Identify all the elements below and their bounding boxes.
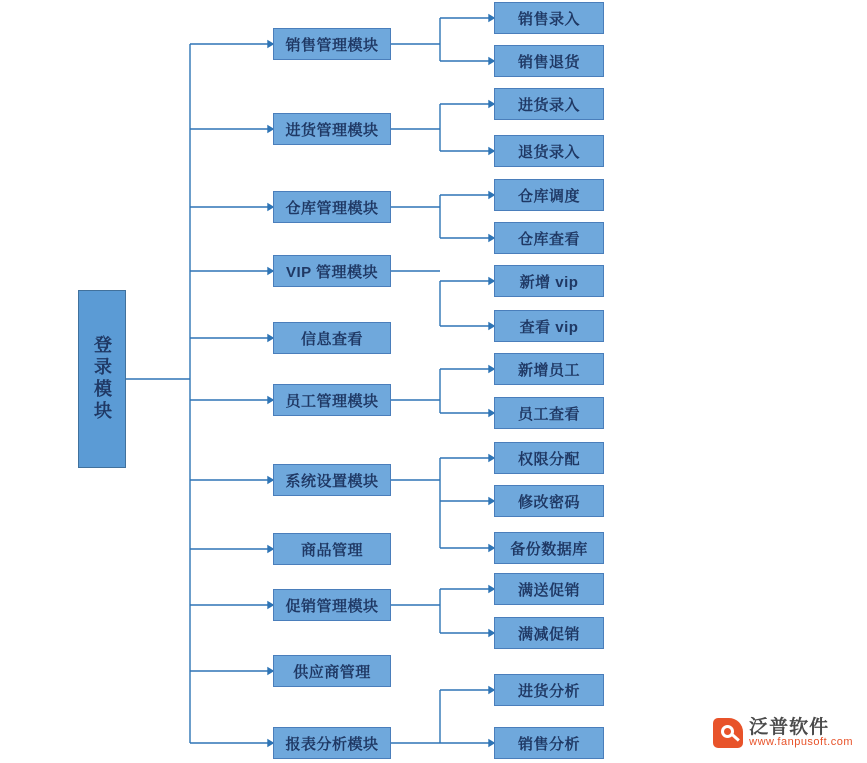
- node-label: 销售分析: [517, 735, 580, 753]
- node-label: 员工管理模块: [285, 392, 379, 410]
- fanpu-logo-icon: [713, 718, 743, 748]
- node-feature-10[interactable]: [494, 442, 604, 474]
- node-label: 退货录入: [517, 143, 580, 161]
- node-module-1[interactable]: [273, 113, 391, 145]
- node-label: 销售录入: [517, 10, 580, 28]
- node-module-4[interactable]: [273, 322, 391, 354]
- node-label: VIP 管理模块: [285, 263, 379, 281]
- node-feature-3[interactable]: [494, 135, 604, 167]
- node-label: 进货分析: [517, 682, 580, 700]
- node-feature-16[interactable]: [494, 727, 604, 759]
- node-root-login[interactable]: [78, 290, 126, 468]
- node-module-3[interactable]: [273, 255, 391, 287]
- watermark-text: [749, 718, 853, 749]
- node-label: 商品管理: [300, 541, 363, 559]
- node-label: 修改密码: [517, 493, 580, 511]
- node-module-10[interactable]: [273, 727, 391, 759]
- watermark-name: 泛普软件: [749, 716, 830, 738]
- node-module-8[interactable]: [273, 589, 391, 621]
- node-module-5[interactable]: [273, 384, 391, 416]
- node-feature-2[interactable]: [494, 88, 604, 120]
- node-label: 销售退货: [517, 53, 580, 71]
- node-feature-6[interactable]: [494, 265, 604, 297]
- node-label: 满送促销: [517, 581, 580, 599]
- node-label: 系统设置模块: [285, 472, 379, 490]
- node-module-9[interactable]: [273, 655, 391, 687]
- node-label: 查看 vip: [519, 318, 579, 336]
- node-feature-13[interactable]: [494, 573, 604, 605]
- node-feature-1[interactable]: [494, 45, 604, 77]
- node-feature-4[interactable]: [494, 179, 604, 211]
- node-label: 供应商管理: [293, 663, 371, 681]
- node-label: 仓库调度: [517, 187, 580, 205]
- watermark-url: www.fanpusoft.com: [749, 736, 853, 749]
- node-label: 销售管理模块: [285, 36, 379, 54]
- node-feature-14[interactable]: [494, 617, 604, 649]
- node-label: 仓库查看: [517, 230, 580, 248]
- node-label: 新增 vip: [519, 273, 579, 291]
- node-feature-15[interactable]: [494, 674, 604, 706]
- node-feature-8[interactable]: [494, 353, 604, 385]
- node-label: 员工查看: [517, 405, 580, 423]
- watermark-logo: [713, 718, 853, 749]
- node-label: 满减促销: [517, 625, 580, 643]
- node-label: 进货管理模块: [285, 121, 379, 139]
- node-label: 权限分配: [517, 450, 580, 468]
- node-label: 登录模块: [92, 335, 112, 423]
- node-module-0[interactable]: [273, 28, 391, 60]
- node-feature-0[interactable]: [494, 2, 604, 34]
- node-module-7[interactable]: [273, 533, 391, 565]
- node-label: 备份数据库: [510, 540, 588, 558]
- node-label: 信息查看: [300, 330, 363, 348]
- node-feature-7[interactable]: [494, 310, 604, 342]
- node-label: 仓库管理模块: [285, 199, 379, 217]
- node-label: 报表分析模块: [285, 735, 379, 753]
- node-label: 促销管理模块: [285, 597, 379, 615]
- node-feature-12[interactable]: [494, 532, 604, 564]
- node-feature-5[interactable]: [494, 222, 604, 254]
- node-label: 进货录入: [517, 96, 580, 114]
- node-label: 新增员工: [517, 361, 580, 379]
- node-module-6[interactable]: [273, 464, 391, 496]
- node-feature-9[interactable]: [494, 397, 604, 429]
- node-module-2[interactable]: [273, 191, 391, 223]
- node-feature-11[interactable]: [494, 485, 604, 517]
